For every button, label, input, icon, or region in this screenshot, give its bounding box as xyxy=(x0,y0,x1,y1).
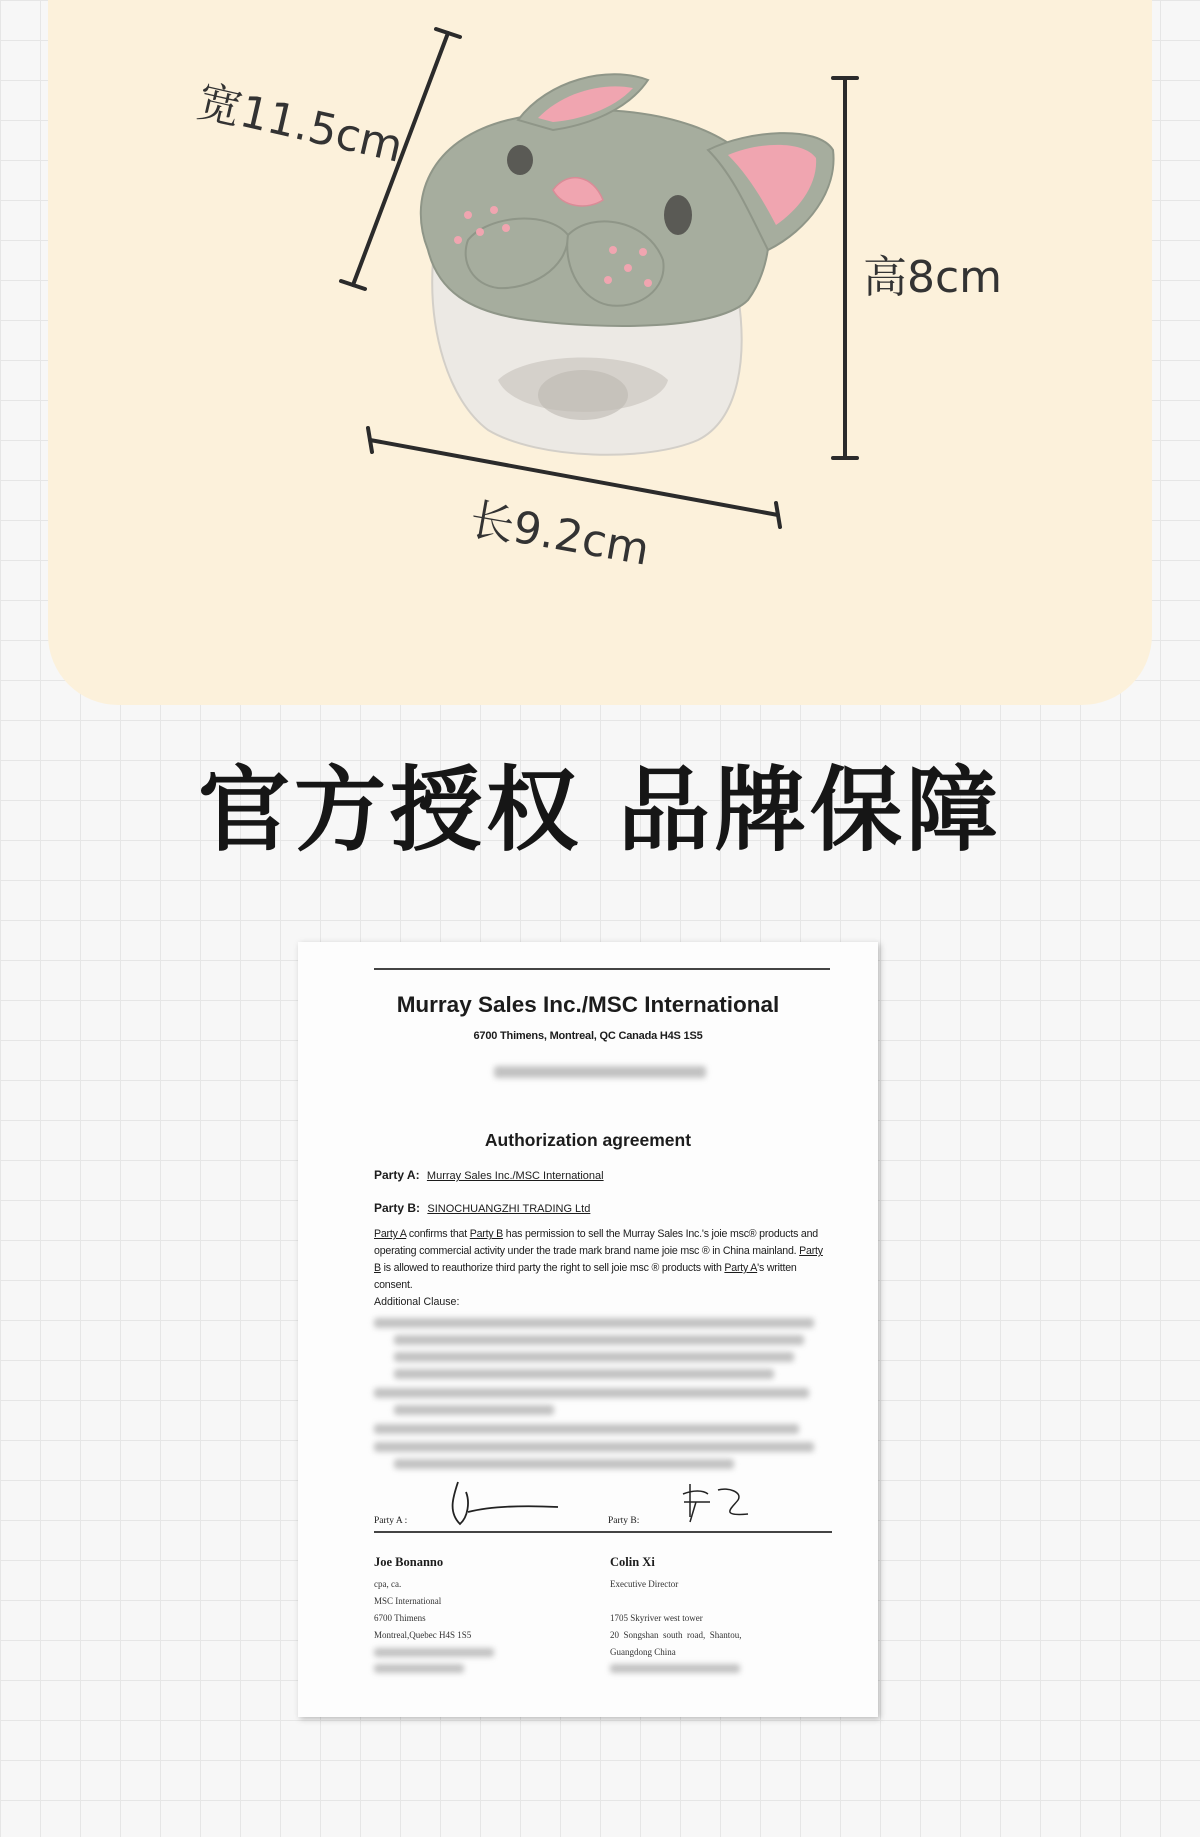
redacted-clause xyxy=(374,1318,814,1328)
certificate-company: Murray Sales Inc./MSC International xyxy=(396,992,780,1017)
signer-b-line-3: Guangdong China xyxy=(610,1647,676,1657)
certificate-body xyxy=(374,1226,829,1294)
certificate-address: 6700 Thimens, Montreal, QC Canada H4S 1S5 xyxy=(473,1030,703,1042)
length-label: 长9.2cm xyxy=(465,494,653,576)
signer-a-line-4: Montreal,Quebec H4S 1S5 xyxy=(374,1630,472,1640)
body-text-2: has permission to sell the Murray Sales Inc.'s joie msc® products and operating commercial activity under the trade mark brand name joie msc ® in China mainland. xyxy=(374,1228,819,1257)
signer-b-details xyxy=(610,1576,830,1661)
signature-party-b xyxy=(683,1484,748,1522)
redacted-clause xyxy=(374,1424,799,1434)
party-b-value: SINOCHUANGZHI TRADING Ltd xyxy=(427,1203,591,1215)
signer-a-line-3: 6700 Thimens xyxy=(374,1613,426,1623)
redacted-clause xyxy=(394,1352,794,1362)
signer-a-details xyxy=(374,1576,471,1644)
product-size-panel xyxy=(48,0,1152,705)
section-title: 官方授权 品牌保障 xyxy=(197,757,1003,864)
signer-b-spacer xyxy=(610,1593,830,1610)
redacted-clause xyxy=(374,1442,814,1452)
signer-b-title: Executive Director xyxy=(610,1579,679,1589)
additional-clause-label: Additional Clause: xyxy=(374,1296,460,1308)
redacted-contact xyxy=(374,1648,494,1657)
redacted-clause xyxy=(374,1388,809,1398)
signer-a-name: Joe Bonanno xyxy=(374,1555,444,1569)
height-label: 高8cm xyxy=(863,252,1003,303)
signer-a-line-2: MSC International xyxy=(374,1596,442,1606)
body-party-b: Party B xyxy=(469,1228,504,1240)
party-a-value: Murray Sales Inc./MSC International xyxy=(426,1170,604,1182)
redacted-clause xyxy=(394,1459,734,1469)
redacted-contact xyxy=(494,1066,706,1078)
party-b-line xyxy=(374,1201,590,1215)
party-b-label: Party B: xyxy=(374,1201,421,1215)
signer-a-line-1: cpa, ca. xyxy=(374,1579,402,1589)
authorization-certificate xyxy=(298,942,878,1717)
redacted-contact xyxy=(374,1664,464,1673)
body-text-3: is allowed to reauthorize third party the right to sell joie msc ® products with xyxy=(380,1262,725,1274)
body-party-b-2: Party B xyxy=(374,1245,823,1274)
body-text-4: 's written consent. xyxy=(374,1262,797,1291)
signature-party-a xyxy=(453,1482,558,1524)
signature-party-b-label: Party B: xyxy=(608,1516,640,1526)
redacted-contact xyxy=(610,1664,740,1673)
certificate-top-rule xyxy=(374,968,830,970)
body-party-a-2: Party A xyxy=(724,1262,758,1274)
width-label: 宽11.5cm xyxy=(192,76,408,173)
certificate-doc-title: Authorization agreement xyxy=(484,1130,692,1150)
redacted-clause xyxy=(394,1335,804,1345)
body-text-1: confirms that xyxy=(406,1228,470,1240)
signer-b-name: Colin Xi xyxy=(610,1555,655,1569)
party-a-line xyxy=(374,1168,604,1182)
body-party-a: Party A xyxy=(374,1228,407,1240)
party-a-label: Party A: xyxy=(374,1168,420,1182)
signer-b-line-1: 1705 Skyriver west tower xyxy=(610,1613,703,1623)
redacted-clause xyxy=(394,1369,774,1379)
signature-rule xyxy=(374,1531,832,1533)
signature-party-a-label: Party A : xyxy=(374,1516,408,1526)
signer-b-line-2: 20 Songshan south road, Shantou, xyxy=(610,1630,742,1640)
redacted-clause xyxy=(394,1405,554,1415)
